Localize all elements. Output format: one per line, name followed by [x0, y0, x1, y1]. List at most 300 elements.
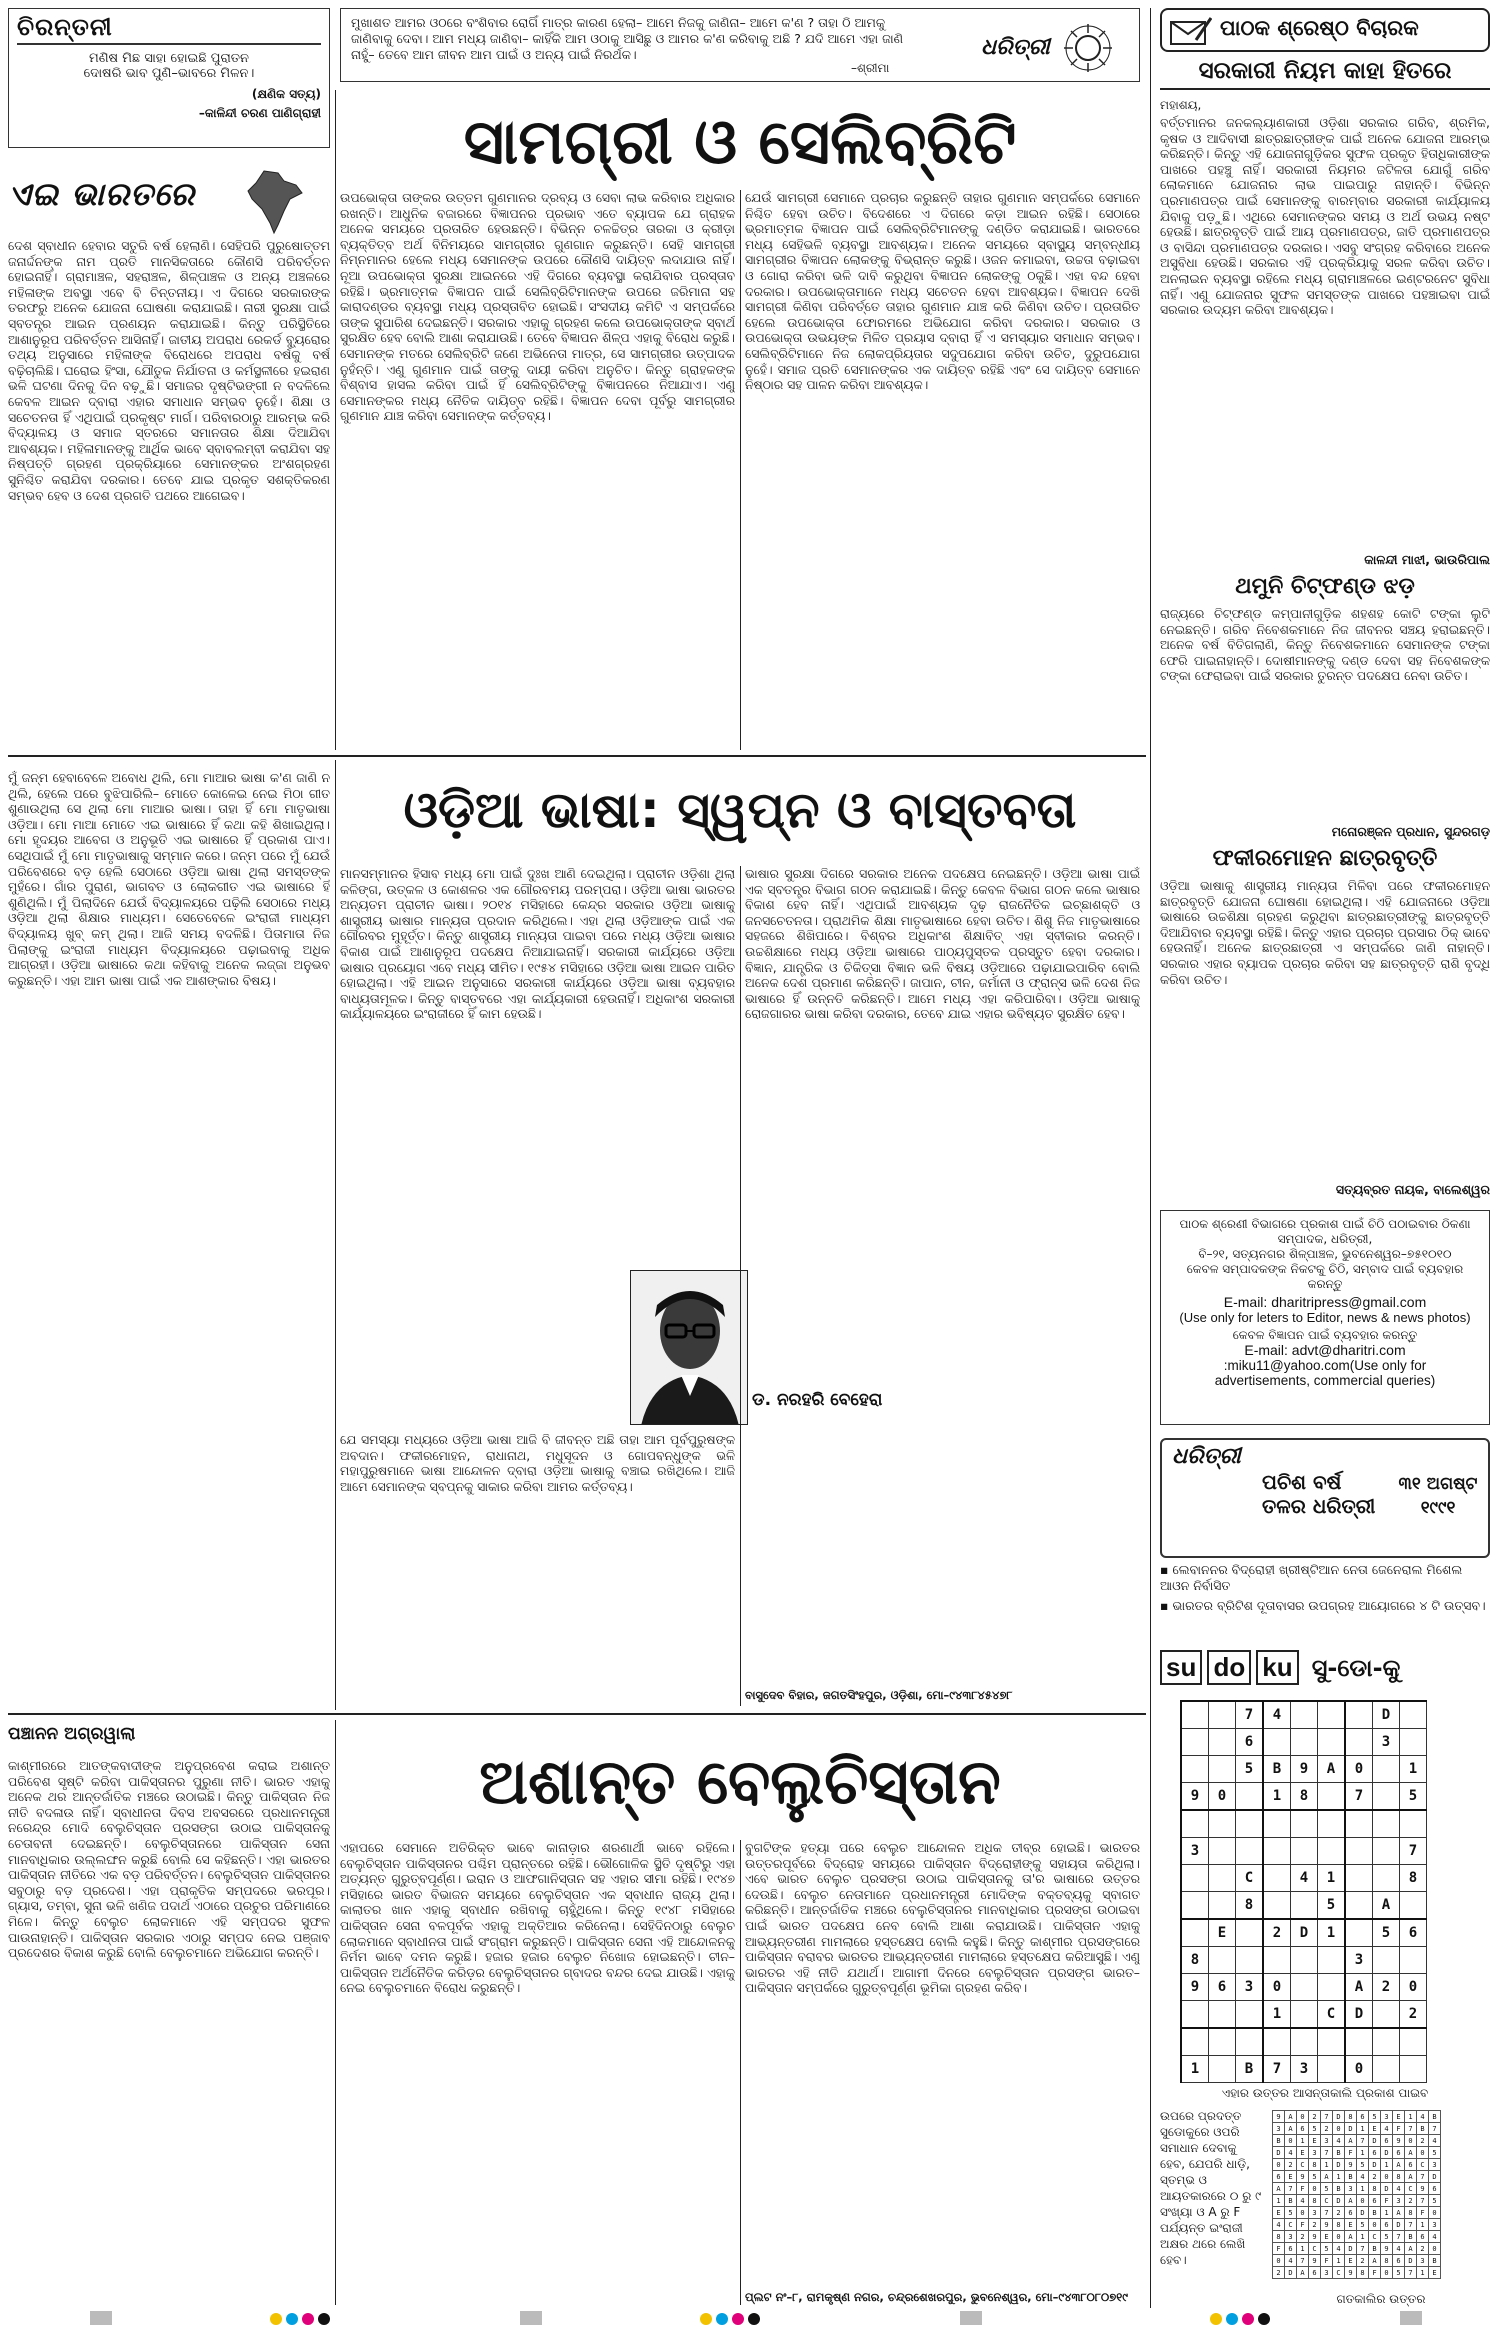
sudoku-answer-cell: 7 — [1417, 2171, 1429, 2183]
sudoku-answer-cell: E — [1369, 2123, 1381, 2135]
letter3-author: ସତ୍ୟବ୍ରତ ନାୟକ, ବାଲେଶ୍ୱର — [1335, 1182, 1490, 1197]
sudoku-cell: B — [1263, 1756, 1291, 1783]
sudoku-cell: 8 — [1181, 1947, 1209, 1974]
sudoku-row — [1181, 1865, 1427, 1892]
sudoku-cell: 9 — [1181, 1974, 1209, 2001]
print-strip-1 — [90, 2311, 112, 2325]
sudoku-answer-wrap — [1272, 2110, 1441, 2279]
sudoku-answer-cell: 1 — [1417, 2267, 1429, 2279]
sudoku-answer-cell: F — [1417, 2207, 1429, 2219]
sudoku-answer-row — [1273, 2183, 1441, 2195]
sudoku-answer-cell: B — [1333, 2147, 1345, 2159]
sudoku-answer-cell: 4 — [1393, 2183, 1405, 2195]
sudoku-cell — [1209, 1701, 1236, 1729]
sudoku-answer-cell: A — [1297, 2267, 1309, 2279]
sudoku-cell — [1209, 2028, 1236, 2056]
sudoku-row — [1181, 1892, 1427, 1920]
sudoku-cell — [1400, 2056, 1427, 2083]
quote-text: ମୁଖାଶତ ଆମର ଓଠରେ ବଂଶିବାର ରୋଗିଁ ମାତ୍ର କାରଣ ହେଲା– ଆମେ ନିଜକୁ ଜାଣିନା– ଆମେ କ'ଣ ? ତାହା ଠି ଆମକୁ ଜାଣିବାକୁ ଦେବା। ଆମ ମଧ୍ୟ ଜାଣିବା– କାହିଁକି ଆମ ଓଠାକୁ ଆସିଛୁ ଓ ଆମର କ'ଣ କରିବାକୁ ଅଛି ? ଯଦି ଆମେ ଏହା ଜାଣି ନାହୁଁ– ତେବେ ଆମ ଜୀବନ ଆମ ପାଇଁ ଓ ଅନ୍ୟ ପାଇଁ ନିରର୍ଥକ। — [351, 15, 904, 62]
sudoku-answer-cell: 0 — [1429, 2207, 1441, 2219]
sudoku-answer-cell: 3 — [1417, 2255, 1429, 2267]
sudoku-cell: 6 — [1209, 1974, 1236, 2001]
sudoku-cell — [1236, 1783, 1264, 1811]
sudoku-answer-cell: 0 — [1333, 2123, 1345, 2135]
sudoku-answer-cell: 4 — [1429, 2135, 1441, 2147]
sudoku-cell — [1209, 1947, 1236, 1974]
sudoku-cell: B — [1236, 2056, 1264, 2083]
sudoku-cell — [1373, 1947, 1400, 1974]
sudoku-answer-cell: 6 — [1369, 2195, 1381, 2207]
sudoku-cell — [1318, 1810, 1346, 1838]
sudoku-row — [1181, 1729, 1427, 1756]
sudoku-cell — [1181, 2001, 1209, 2029]
sudoku-cell: A — [1318, 1756, 1346, 1783]
sudoku-cell: C — [1236, 1865, 1264, 1892]
sudoku-cell — [1318, 1783, 1346, 1811]
sudoku-answer-cell: 6 — [1393, 2255, 1405, 2267]
contact-box — [1160, 1210, 1490, 1425]
sudoku-answer-cell: 0 — [1429, 2243, 1441, 2255]
sudoku-cell: 0 — [1400, 1974, 1427, 2001]
sudoku-cell: A — [1373, 1892, 1400, 1920]
sudoku-cell: A — [1345, 1974, 1373, 2001]
sudoku-answer-cell: 5 — [1369, 2111, 1381, 2123]
sudoku-answer-cell: 9 — [1321, 2219, 1333, 2231]
sudoku-answer-cell: 7 — [1393, 2231, 1405, 2243]
rule-main-a — [335, 760, 336, 1710]
sudoku-answer-cell: 6 — [1405, 2159, 1417, 2171]
sudoku-cell — [1263, 1865, 1291, 1892]
sudoku-answer-cell: E — [1285, 2171, 1297, 2183]
sudoku-cell: 0 — [1345, 1756, 1373, 1783]
sudoku-cell — [1181, 1810, 1209, 1838]
sudoku-answer-cell: 2 — [1417, 2243, 1429, 2255]
sudoku-cell: 5 — [1400, 1783, 1427, 1811]
letter2-body: ରାଜ୍ୟରେ ଚିଟ୍‌ଫଣ୍ଡ କମ୍ପାନୀଗୁଡ଼ିକ ଶହଶହ କୋଟି ଟଙ୍କା ଲୁଟି ନେଇଛନ୍ତି। ଗରିବ ନିବେଶକମାନେ ନିଜ ଜୀବନର ସଞ୍ଚୟ ହରାଇଛନ୍ତି। ଅନେକ ବର୍ଷ ବିତିଗଲାଣି, କିନ୍ତୁ ନିବେଶକମାନେ ସେମାନଙ୍କ ଟଙ୍କା ଫେରି ପାଇନାହାନ୍ତି। ଦୋଷୀମାନଙ୍କୁ ଦଣ୍ଡ ଦେବା ସହ ନିବେଶକଙ୍କ ଟଙ୍କା ଫେରାଇବା ପାଇଁ ସରକାର ତୁରନ୍ତ ପଦକ୍ଷେପ ନେବା ଉଚିତ। — [1160, 606, 1490, 684]
sudoku-cell: 1 — [1263, 1783, 1291, 1811]
sudoku-answer-cell: 4 — [1333, 2135, 1345, 2147]
sudoku-row — [1181, 2001, 1427, 2029]
retro-title: ପଚିଶ ବର୍ଷ ତଳର ଧରିତ୍ରୀ — [1262, 1470, 1376, 1518]
registration-dot — [748, 2313, 760, 2325]
sudoku-answer-cell: F — [1381, 2195, 1393, 2207]
reader-badge-text: ପାଠକ ଶ୍ରେଷ୍ଠ ବିଚାରକ — [1220, 16, 1419, 40]
sudoku-answer-cell: 0 — [1273, 2159, 1285, 2171]
sudoku-answer-cell: 5 — [1309, 2171, 1321, 2183]
sudoku-answer-cell: 8 — [1369, 2183, 1381, 2195]
sudoku-cell — [1263, 1810, 1291, 1838]
sudoku-answer-cell: 5 — [1321, 2243, 1333, 2255]
contact-email-yahoo-note: advertisements, commercial queries) — [1214, 1373, 1436, 1388]
sudoku-answer-row — [1273, 2171, 1441, 2183]
sudoku-answer-cell: 2 — [1369, 2171, 1381, 2183]
sudoku-answer-cell: 1 — [1357, 2123, 1369, 2135]
sudoku-answer-cell: 1 — [1405, 2111, 1417, 2123]
sudoku-cell — [1373, 1756, 1400, 1783]
sudoku-cell — [1373, 2056, 1400, 2083]
sudoku-answer-cell: F — [1297, 2183, 1309, 2195]
sudoku-answer-row — [1273, 2111, 1441, 2123]
sudoku-cell — [1181, 2028, 1209, 2056]
sudoku-cell: 1 — [1318, 1865, 1346, 1892]
rule-bottom-b — [740, 1840, 741, 2305]
author-photo — [630, 1270, 748, 1425]
registration-dot — [1210, 2313, 1222, 2325]
sudoku-answer-cell: D — [1393, 2219, 1405, 2231]
registration-dot — [302, 2313, 314, 2325]
author-portrait-icon — [631, 1271, 748, 1425]
sudoku-answer-cell: 9 — [1417, 2183, 1429, 2195]
sudoku-cell — [1291, 1810, 1318, 1838]
sudoku-cell — [1263, 2028, 1291, 2056]
sudoku-answer-cell: E — [1273, 2207, 1285, 2219]
sudoku-answer-cell: 2 — [1297, 2231, 1309, 2243]
sudoku-cell: 1 — [1318, 1919, 1346, 1947]
contact-mid: କେବଳ ବିଜ୍ଞାପନ ପାଇଁ ବ୍ୟବହାର କରନ୍ତୁ — [1232, 1328, 1418, 1342]
dharitri-logo: ଧରିତ୍ରୀ — [981, 35, 1050, 60]
author-name: ଡ. ନରହରି ବେହେରା — [752, 1390, 883, 1410]
sudoku-cell — [1291, 2028, 1318, 2056]
contact-email-yahoo[interactable]: :miku11@yahoo.com(Use only for — [1223, 1358, 1427, 1373]
sudoku-cell: 1 — [1400, 1756, 1427, 1783]
sun-emblem-icon — [1061, 21, 1115, 75]
sudoku-answer-cell: 1 — [1357, 2231, 1369, 2243]
contact-email-editor[interactable]: E-mail: dharitripress@gmail.com — [1223, 1294, 1427, 1310]
sudoku-cell — [1236, 1919, 1264, 1947]
sudoku-row — [1181, 1783, 1427, 1811]
sudoku-answer-cell: 7 — [1429, 2123, 1441, 2135]
sudoku-cell — [1318, 1701, 1346, 1729]
sudoku-cell — [1209, 2056, 1236, 2083]
sudoku-answer-cell: 9 — [1309, 2231, 1321, 2243]
sudoku-cell: 8 — [1236, 1892, 1264, 1920]
sudoku-answer-cell: 7 — [1321, 2207, 1333, 2219]
letter1-author: କାଳନ୍ଦୀ ମାଝୀ, ଭାଉରିପାଲ — [1364, 552, 1490, 567]
sudoku-cell — [1181, 1865, 1209, 1892]
sudoku-cell: 8 — [1400, 1865, 1427, 1892]
sudoku-cell — [1181, 1892, 1209, 1920]
sudoku-cell — [1181, 1701, 1209, 1729]
sudoku-answer-cell: C — [1417, 2159, 1429, 2171]
contact-line-3: ବି–୨୧, ସତ୍ୟନଗର ଶିଳ୍ପାଞ୍ଚଳ, ଭୁବନେଶ୍ୱର–୭୫୧୦୧୦ — [1198, 1247, 1452, 1261]
sudoku-answer-cell: D — [1429, 2171, 1441, 2183]
sudoku-answer-cell: 4 — [1357, 2171, 1369, 2183]
sudoku-answer-cell: F — [1273, 2243, 1285, 2255]
sudoku-answer-cell: 7 — [1357, 2135, 1369, 2147]
sudoku-answer-cell: 0 — [1417, 2147, 1429, 2159]
sudoku-answer-cell: 5 — [1381, 2231, 1393, 2243]
sudoku-answer-cell: 5 — [1393, 2267, 1405, 2279]
sudoku-answer-cell: F — [1345, 2147, 1357, 2159]
sudoku-cell — [1209, 1892, 1236, 1920]
sudoku-answer-cell: 6 — [1381, 2135, 1393, 2147]
sudoku-answer-cell: D — [1285, 2267, 1297, 2279]
sudoku-answer-cell: 4 — [1273, 2219, 1285, 2231]
sudoku-answer-cell: 9 — [1393, 2135, 1405, 2147]
sudoku-answer-cell: 2 — [1333, 2207, 1345, 2219]
sudoku-cell — [1373, 2001, 1400, 2029]
sudoku-answer-cell: A — [1285, 2123, 1297, 2135]
retro-logo: ଧରିତ୍ରୀ — [1172, 1444, 1241, 1469]
sudoku-cell — [1345, 1729, 1373, 1756]
sudoku-answer-cell: 0 — [1309, 2183, 1321, 2195]
sudoku-answer-row — [1273, 2219, 1441, 2231]
bottom-address: ପ୍ଲଟ ନଂ–୮, ରାମକୃଷ୍ଣ ନଗର, ଚନ୍ଦ୍ରଶେଖରପୁର, ଭୁବନେଶ୍ୱର, ମୋ–୯୪୩୮୦୮୦୭୧୯ — [745, 2290, 1128, 2304]
sudoku-cell — [1209, 2001, 1236, 2029]
sudoku-answer-cell: 0 — [1357, 2195, 1369, 2207]
print-strip-2 — [520, 2311, 542, 2325]
sudoku-cell: C — [1318, 2001, 1346, 2029]
sudoku-answer-cell: 8 — [1345, 2111, 1357, 2123]
sudoku-answer-cell: B — [1369, 2243, 1381, 2255]
article1-col2: ଉପଭୋକ୍ତା ତାଙ୍କର ଉତ୍ତମ ଗୁଣମାନର ଦ୍ରବ୍ୟ ଓ ସେବା ଲାଭ କରିବାର ଅଧିକାର ରଖନ୍ତି। ଆଧୁନିକ ବଜାରରେ ବିଜ୍ଞାପନର ପ୍ରଭାବ ଏତେ ବ୍ୟାପକ ଯେ ଗ୍ରାହକ ଅନେକ ସମୟରେ ପ୍ରତାରିତ ହେଉଛନ୍ତି। ବିଭିନ୍ନ ଚଳଚ୍ଚିତ୍ର ତାରକା ଓ କ୍ରୀଡ଼ା ବ୍ୟକ୍ତିତ୍ବ ଅର୍ଥ ବିନିମୟରେ ସାମଗ୍ରୀର ଗୁଣଗାନ କରୁଛନ୍ତି। ସେହି ସାମଗ୍ରୀ ନିମ୍ନମାନର ହେଲେ ମଧ୍ୟ ସେମାନଙ୍କ ଉପରେ କୌଣସି ଦାୟିତ୍ବ ଲଦାଯାଉ ନାହିଁ। ନୂଆ ଉପଭୋକ୍ତା ସୁରକ୍ଷା ଆଇନରେ ଏହି ଦିଗରେ ବ୍ୟବସ୍ଥା କରାଯିବାର ପ୍ରସ୍ତାବ ରହିଛି। ଭ୍ରମାତ୍ମକ ବିଜ୍ଞାପନ ପାଇଁ ସେଲିବ୍ରିଟିମାନଙ୍କ ଉପରେ ଜରିମାନା ସହ କାରାଦଣ୍ଡର ବ୍ୟବସ୍ଥା ମଧ୍ୟ ପ୍ରସ୍ତାବିତ ହୋଇଛି। ସଂସଦୀୟ କମିଟି ଏ ସମ୍ପର୍କରେ ତାଙ୍କ ସୁପାରିଶ ଦେଇଛନ୍ତି। ସରକାର ଏହାକୁ ଗ୍ରହଣ କଲେ ଉପଭୋକ୍ତାଙ୍କ ସ୍ବାର୍ଥ ସୁରକ୍ଷିତ ହେବ ବୋଲି ଆଶା କରାଯାଉଛି। ତେବେ ବିଜ୍ଞାପନ ଶିଳ୍ପ ଏହାକୁ ବିରୋଧ କରୁଛି। ସେମାନଙ୍କ ମତରେ ସେଲିବ୍ରିଟି ଜଣେ ଅଭିନେତା ମାତ୍ର, ସେ ସାମଗ୍ରୀର ଉତ୍ପାଦକ ନୁହଁନ୍ତି। ଏଣୁ ଗୁଣମାନ ପାଇଁ ତାଙ୍କୁ ଦାୟୀ କରିବା ଅନୁଚିତ। କିନ୍ତୁ ଗ୍ରାହକଙ୍କ ବିଶ୍ବାସ ହାସଲ କରିବା ପାଇଁ ହିଁ ସେଲିବ୍ରିଟିଙ୍କୁ ବିଜ୍ଞାପନରେ ନିଆଯାଏ। ଏଣୁ ସେମାନଙ୍କର ମଧ୍ୟ ନୈତିକ ଦାୟିତ୍ବ ରହିଛି। ବିଜ୍ଞାପନ ଦେବା ପୂର୍ବରୁ ସାମଗ୍ରୀର ଗୁଣମାନ ଯାଞ୍ଚ କରିବା ସେମାନଙ୍କ କର୍ତ୍ତବ୍ୟ। — [340, 190, 735, 424]
sudoku-answer-cell: 5 — [1309, 2123, 1321, 2135]
sudoku-answer-cell: C — [1285, 2219, 1297, 2231]
sudoku-answer-cell: 9 — [1381, 2243, 1393, 2255]
registration-dot — [732, 2313, 744, 2325]
sudoku-answer-cell: 6 — [1381, 2219, 1393, 2231]
sudoku-answer-cell: D — [1273, 2147, 1285, 2159]
sudoku-cell — [1263, 1729, 1291, 1756]
sudoku-cell — [1318, 1947, 1346, 1974]
letter1-title: ସରକାରୀ ନିୟମ କାହା ହିତରେ — [1160, 58, 1490, 90]
sudoku-answer-cell: 4 — [1285, 2147, 1297, 2159]
sudoku-answer-cell: 8 — [1405, 2207, 1417, 2219]
sudoku-answer-cell: 8 — [1309, 2159, 1321, 2171]
sudoku-answer-cell: 5 — [1357, 2159, 1369, 2171]
sudoku-answer-cell: 3 — [1273, 2123, 1285, 2135]
sudoku-answer-cell: B — [1333, 2183, 1345, 2195]
sudoku-cell: 7 — [1236, 1701, 1264, 1729]
rule-main-b — [740, 866, 741, 1706]
sudoku-cell — [1209, 1810, 1236, 1838]
sudoku-cell — [1291, 1947, 1318, 1974]
sudoku-answer-cell: 5 — [1285, 2207, 1297, 2219]
sudoku-answer-cell: C — [1309, 2243, 1321, 2255]
sudoku-answer-row — [1273, 2267, 1441, 2279]
sudoku-cell — [1236, 1838, 1264, 1865]
section-label — [8, 175, 330, 235]
sudoku-cell: 0 — [1209, 1783, 1236, 1811]
sudoku-answer-cell: 2 — [1405, 2195, 1417, 2207]
sudoku-answer-cell: F — [1297, 2219, 1309, 2231]
sudoku-answer-cell: B — [1429, 2255, 1441, 2267]
sudoku-answer-cell: 0 — [1297, 2207, 1309, 2219]
sudoku-answer-cell: 1 — [1357, 2147, 1369, 2159]
registration-dot — [270, 2313, 282, 2325]
sudoku-cell — [1318, 2056, 1346, 2083]
sudoku-cell: 3 — [1373, 1729, 1400, 1756]
main-article-col1: ମୁଁ ଜନ୍ମ ହେବାବେଳେ ଅବୋଧ ଥିଲି, ମୋ ମାଆର ଭାଷା କ'ଣ ଜାଣି ନ ଥିଲି, ହେଲେ ପରେ ବୁଝିପାରିଲି– ମୋତେ କୋଳେଇ ନେଇ ମିଠା ଗୀତ ଶୁଣାଉଥିଲା ସେ ଥିଲା ମୋ ମାଆର ଭାଷା। ତାହା ହିଁ ମୋ ମାତୃଭାଷା ଓଡ଼ିଆ। ମୋ ମାଆ ମୋତେ ଏଇ ଭାଷାରେ ହିଁ କଥା କହି ଶିଖାଇଥିଲା। ମୋ ହୃଦୟର ଆବେଗ ଓ ଅନୁଭୂତି ଏଇ ଭାଷାରେ ହିଁ ପ୍ରକାଶ ପାଏ। ସେଥିପାଇଁ ମୁଁ ମୋ ମାତୃଭାଷାକୁ ସମ୍ମାନ କରେ। ଜନ୍ମ ପରେ ମୁଁ ଯେଉଁ ପରିବେଶରେ ବଡ଼ ହେଲି ସେଠାରେ ଓଡ଼ିଆ ଭାଷା ଥିଲା ସମସ୍ତଙ୍କ ମୁହଁରେ। ଗାଁର ପୁରାଣ, ଭାଗବତ ଓ ଲୋକଗୀତ ଏଇ ଭାଷାରେ ହିଁ ଶୁଣିଥିଲି। ମୁଁ ପିଲାଦିନେ ଯେଉଁ ବିଦ୍ୟାଳୟରେ ପଢ଼ିଲି ସେଠାରେ ମଧ୍ୟ ଓଡ଼ିଆ ଥିଲା ଶିକ୍ଷାର ମାଧ୍ୟମ। ସେତେବେଳେ ଇଂରାଜୀ ମାଧ୍ୟମ ବିଦ୍ୟାଳୟ ଖୁବ୍ କମ୍ ଥିଲା। ଆଜି ସମୟ ବଦଳିଛି। ପିତାମାତା ନିଜ ପିଲାଙ୍କୁ ଇଂରାଜୀ ମାଧ୍ୟମ ବିଦ୍ୟାଳୟରେ ପଢ଼ାଇବାକୁ ଅଧିକ ଆଗ୍ରହୀ। ଓଡ଼ିଆ ଭାଷାରେ କଥା କହିବାକୁ ଅନେକ ଲଜ୍ଜା ଅନୁଭବ କରୁଛନ୍ତି। ଏହା ଆମ ଭାଷା ପାଇଁ ଏକ ଆଶଙ୍କାର ବିଷୟ। — [8, 770, 330, 988]
sudoku-answer-cell: 6 — [1273, 2171, 1285, 2183]
sudoku-answer-cell: A — [1273, 2183, 1285, 2195]
sudoku-answer-cell: 0 — [1369, 2219, 1381, 2231]
rule-main-bottom — [8, 1713, 1146, 1715]
sudoku-cell — [1400, 1729, 1427, 1756]
sudoku-cell: 7 — [1345, 1783, 1373, 1811]
sudoku-answer-cell: 8 — [1357, 2267, 1369, 2279]
sudoku-answer-cell: 7 — [1405, 2123, 1417, 2135]
sudoku-answer-cell: 7 — [1297, 2255, 1309, 2267]
sudoku-answer-cell: B — [1345, 2171, 1357, 2183]
sudoku-answer-cell: 3 — [1321, 2267, 1333, 2279]
sudoku-cell: E — [1209, 1919, 1236, 1947]
sudoku-cell — [1345, 2028, 1373, 2056]
sudoku-cell — [1345, 1919, 1373, 1947]
sudoku-cell: 6 — [1400, 1919, 1427, 1947]
sudoku-answer-cell: A — [1369, 2255, 1381, 2267]
main-article-col3: ଭାଷାର ସୁରକ୍ଷା ଦିଗରେ ସରକାର ଅନେକ ପଦକ୍ଷେପ ନେଇଛନ୍ତି। ଓଡ଼ିଆ ଭାଷା ପାଇଁ ଏକ ସ୍ବତନ୍ତ୍ର ବିଭାଗ ଗଠନ କରାଯାଇଛି। କିନ୍ତୁ କେବଳ ବିଭାଗ ଗଠନ କଲେ ଭାଷାର ବିକାଶ ହେବ ନାହିଁ। ଏଥିପାଇଁ ଆବଶ୍ୟକ ଦୃଢ଼ ରାଜନୈତିକ ଇଚ୍ଛାଶକ୍ତି ଓ ଜନସଚେତନତା। ପ୍ରାଥମିକ ଶିକ୍ଷା ମାତୃଭାଷାରେ ହେବା ଉଚିତ। ଶିଶୁ ନିଜ ମାତୃଭାଷାରେ ସହଜରେ ଶିଖିପାରେ। ବିଶ୍ବର ଅଧିକାଂଶ ଶିକ୍ଷାବିତ୍ ଏହା ସ୍ବୀକାର କରନ୍ତି। ଉଚ୍ଚଶିକ୍ଷାରେ ମଧ୍ୟ ଓଡ଼ିଆ ଭାଷାରେ ପାଠ୍ୟପୁସ୍ତକ ପ୍ରସ୍ତୁତ ହେବା ଦରକାର। ବିଜ୍ଞାନ, ଯାନ୍ତ୍ରିକ ଓ ଚିକିତ୍ସା ବିଜ୍ଞାନ ଭଳି ବିଷୟ ଓଡ଼ିଆରେ ପଢ଼ାଯାଇପାରିବ ବୋଲି ଅନେକ ଦେଶ ପ୍ରମାଣ କରିଛନ୍ତି। ଜାପାନ, ଚୀନ, ଜର୍ମାନୀ ଓ ଫ୍ରାନ୍ସ ଭଳି ଦେଶ ନିଜ ଭାଷାରେ ହିଁ ଉନ୍ନତି କରିଛନ୍ତି। ଆମେ ମଧ୍ୟ ଏହା କରିପାରିବା। ଓଡ଼ିଆ ଭାଷାକୁ ରୋଜଗାରର ଭାଷା କରିବା ଦରକାର, ତେବେ ଯାଇ ଏହାର ଭବିଷ୍ୟତ ସୁରକ୍ଷିତ ହେବ। — [745, 866, 1140, 1022]
sudoku-answer-cell: A — [1405, 2243, 1417, 2255]
sudoku-answer-cell: E — [1345, 2219, 1357, 2231]
sudoku-answer-cell: B — [1369, 2207, 1381, 2219]
article1-col1: ଦେଶ ସ୍ବାଧୀନ ହେବାର ସତୁରି ବର୍ଷ ହେଲାଣି। ସେହିପରି ପୁରୁଷୋତ୍ତମ ଜନାର୍ଦ୍ଦନଙ୍କ ନାମ ପ୍ରତି ମାନସିକତାରେ କୌଣସି ପରିବର୍ତ୍ତନ ହୋଇନାହିଁ। ଗ୍ରାମାଞ୍ଚଳ, ସହରାଞ୍ଚଳ, ଶିଳ୍ପାଞ୍ଚଳ ଓ ଅନ୍ୟ ଅଞ୍ଚଳରେ ମହିଳାଙ୍କ ଅବସ୍ଥା ଏବେ ବି ଚିନ୍ତନୀୟ। ଏ ଦିଗରେ ସରକାରଙ୍କ ତରଫରୁ ଅନେକ ଯୋଜନା ଘୋଷଣା କରାଯାଇଛି। ନାରୀ ସୁରକ୍ଷା ପାଇଁ ସ୍ବତନ୍ତ୍ର ଆଇନ ପ୍ରଣୟନ କରାଯାଇଛି। କିନ୍ତୁ ପରିସ୍ଥିତିରେ ଆଶାନୁରୂପ ପରିବର୍ତ୍ତନ ଆସିନାହିଁ। ଜାତୀୟ ଅପରାଧ ରେକର୍ଡ ବ୍ୟୁରୋର ତଥ୍ୟ ଅନୁସାରେ ମହିଳାଙ୍କ ବିରୋଧରେ ଅପରାଧ ବର୍ଷକୁ ବର୍ଷ ବଢ଼ିଚାଲିଛି। ଘରୋଇ ହିଂସା, ଯୌତୁକ ନିର୍ଯାତନା ଓ କର୍ମସ୍ଥଳୀରେ ହଇରାଣ ଭଳି ଘଟଣା ଦିନକୁ ଦିନ ବଢ଼ୁଛି। ସମାଜର ଦୃଷ୍ଟିଭଙ୍ଗୀ ନ ବଦଳିଲେ କେବଳ ଆଇନ ଦ୍ବାରା ଏହାର ସମାଧାନ ସମ୍ଭବ ନୁହେଁ। ଶିକ୍ଷା ଓ ସଚେତନତା ହିଁ ଏଥିପାଇଁ ପ୍ରକୃଷ୍ଟ ମାର୍ଗ। ପରିବାରଠାରୁ ଆରମ୍ଭ କରି ବିଦ୍ୟାଳୟ ଓ ସମାଜ ସ୍ତରରେ ସମାନତାର ଶିକ୍ଷା ଦିଆଯିବା ଆବଶ୍ୟକ। ମହିଳାମାନଙ୍କୁ ଆର୍ଥିକ ଭାବେ ସ୍ବାବଲମ୍ବୀ କରାଯିବା ସହ ନିଷ୍ପତ୍ତି ଗ୍ରହଣ ପ୍ରକ୍ରିୟାରେ ସେମାନଙ୍କର ଅଂଶଗ୍ରହଣ ସୁନିଶ୍ଚିତ କରାଯିବା ଦରକାର। ତେବେ ଯାଇ ପ୍ରକୃତ ସଶକ୍ତିକରଣ ସମ୍ଭବ ହେବ ଓ ଦେଶ ପ୍ରଗତି ପଥରେ ଆଗେଇବ। — [8, 238, 330, 503]
retro-item-2-text: ଭାରତର ବ୍ରିଟିଶ ଦୂତାବାସର ଉପଗ୍ରହ ଆୟୋଗରେ ୪ ଟି ଉତ୍ସବ। — [1172, 1598, 1486, 1613]
contact-email-advt[interactable]: E-mail: advt@dharitri.com — [1244, 1342, 1406, 1358]
sudoku-answer-cell: 9 — [1345, 2267, 1357, 2279]
sudoku-answer-cell: 2 — [1417, 2135, 1429, 2147]
sudoku-answer-cell: B — [1429, 2111, 1441, 2123]
main-article-col2: ମାନସମ୍ମାନର ହିସାବ ମଧ୍ୟ ମୋ ପାଇଁ ଦୁଃଖ ଆଣି ଦେଇଥିଲା। ପ୍ରାଚୀନ ଓଡ଼ିଶା ଥିଲା କଳିଙ୍ଗ, ଉତ୍କଳ ଓ କୋଶଳର ଏକ ଗୌରବମୟ ପରମ୍ପରା। ଓଡ଼ିଆ ଭାଷା ଭାରତର ଅନ୍ୟତମ ପ୍ରାଚୀନ ଭାଷା। ୨୦୧୪ ମସିହାରେ କେନ୍ଦ୍ର ସରକାର ଓଡ଼ିଆ ଭାଷାକୁ ଶାସ୍ତ୍ରୀୟ ଭାଷାର ମାନ୍ୟତା ପ୍ରଦାନ କରିଥିଲେ। ଏହା ଥିଲା ଓଡ଼ିଆଙ୍କ ପାଇଁ ଏକ ଗୌରବର ମୁହୂର୍ତ୍ତ। କିନ୍ତୁ ଶାସ୍ତ୍ରୀୟ ମାନ୍ୟତା ପାଇବା ପରେ ମଧ୍ୟ ଓଡ଼ିଆ ଭାଷାର ବିକାଶ ପାଇଁ ଆଶାନୁରୂପ ପଦକ୍ଷେପ ନିଆଯାଇନାହିଁ। ସରକାରୀ କାର୍ଯ୍ୟରେ ଓଡ଼ିଆ ଭାଷାର ପ୍ରୟୋଗ ଏବେ ମଧ୍ୟ ସୀମିତ। ୧୯୫୪ ମସିହାରେ ଓଡ଼ିଆ ଭାଷା ଆଇନ ପାରିତ ହୋଇଥିଲା। ଏହି ଆଇନ ଅନୁସାରେ ସରକାରୀ କାର୍ଯ୍ୟରେ ଓଡ଼ିଆ ଭାଷା ବ୍ୟବହାର ବାଧ୍ୟତାମୂଳକ। କିନ୍ତୁ ବାସ୍ତବରେ ଏହା କାର୍ଯ୍ୟକାରୀ ହେଉନାହିଁ। ଅଧିକାଂଶ ସରକାରୀ କାର୍ଯ୍ୟାଳୟରେ ଇଂରାଜୀରେ ହିଁ କାମ ହେଉଛି। — [340, 866, 735, 1022]
sudoku-answer-cell: 3 — [1321, 2135, 1333, 2147]
sudoku-answer-cell: 1 — [1333, 2171, 1345, 2183]
sudoku-cell — [1291, 2001, 1318, 2029]
sudoku-title-ku: ku — [1256, 1650, 1298, 1685]
india-map-icon — [244, 169, 306, 235]
sudoku-answer-cell: 0 — [1297, 2111, 1309, 2123]
sudoku-answer-label: ଗତକାଲିର ଉତ୍ତର — [1336, 2292, 1426, 2306]
sudoku-answer-cell: 7 — [1417, 2195, 1429, 2207]
registration-dot — [1226, 2313, 1238, 2325]
sudoku-cell: 3 — [1236, 1974, 1264, 2001]
sudoku-cell: 2 — [1373, 1974, 1400, 2001]
registration-dot — [318, 2313, 330, 2325]
sudoku-instruction: ଏହାର ଉତ୍ତର ଆସନ୍ତାକାଲି ପ୍ରକାଶ ପାଇବ — [1221, 2086, 1429, 2100]
sudoku-answer-cell: 1 — [1357, 2183, 1369, 2195]
sudoku-grid-wrap — [1180, 1700, 1427, 2083]
sudoku-answer-row — [1273, 2135, 1441, 2147]
sudoku-cell: 6 — [1236, 1729, 1264, 1756]
sudoku-answer-cell: 2 — [1309, 2111, 1321, 2123]
registration-dot — [716, 2313, 728, 2325]
sudoku-header — [1160, 1650, 1490, 1690]
sudoku-answer-cell: 6 — [1285, 2243, 1297, 2255]
sudoku-answer-cell: 1 — [1273, 2195, 1285, 2207]
sudoku-answer-cell: C — [1333, 2267, 1345, 2279]
main-article-col2-cont: ଯେ ସମସ୍ୟା ମଧ୍ୟରେ ଓଡ଼ିଆ ଭାଷା ଆଜି ବି ଜୀବନ୍ତ ଅଛି ତାହା ଆମ ପୂର୍ବପୁରୁଷଙ୍କ ଅବଦାନ। ଫକୀରମୋହନ, ରାଧାନାଥ, ମଧୁସୂଦନ ଓ ଗୋପବନ୍ଧୁଙ୍କ ଭଳି ମହାପୁରୁଷମାନେ ଭାଷା ଆନ୍ଦୋଳନ ଦ୍ବାରା ଓଡ଼ିଆ ଭାଷାକୁ ବଞ୍ଚାଇ ରଖିଥିଲେ। ଆଜି ଆମେ ସେମାନଙ୍କ ସ୍ବପ୍ନକୁ ସାକାର କରିବା ଆମର କର୍ତ୍ତବ୍ୟ। — [340, 1432, 735, 1494]
contact-line-2: ସମ୍ପାଦକ, ଧରିତ୍ରୀ, — [1277, 1232, 1373, 1246]
sudoku-answer-cell: C — [1321, 2195, 1333, 2207]
quote-box — [340, 8, 1140, 82]
bottom-col1: କାଶ୍ମୀରରେ ଆତଙ୍କବାଦୀଙ୍କ ଅନୁପ୍ରବେଶ କରାଇ ଅଶାନ୍ତ ପରିବେଶ ସୃଷ୍ଟି କରିବା ପାକିସ୍ତାନର ପୁରୁଣା ନୀତି। ଭାରତ ଏହାକୁ ଅନେକ ଥର ଆନ୍ତର୍ଜାତିକ ମଞ୍ଚରେ ଉଠାଇଛି। କିନ୍ତୁ ପାକିସ୍ତାନ ନିଜ ନୀତି ବଦଳାଉ ନାହିଁ। ସ୍ବାଧୀନତା ଦିବସ ଅବସରରେ ପ୍ରଧାନମନ୍ତ୍ରୀ ନରେନ୍ଦ୍ର ମୋଦି ବେଲୁଚିସ୍ତାନ ପ୍ରସଙ୍ଗ ଉଠାଇ ପାକିସ୍ତାନକୁ ଚେତାବନୀ ଦେଇଛନ୍ତି। ବେଲୁଚିସ୍ତାନରେ ପାକିସ୍ତାନ ସେନା ମାନବାଧିକାର ଉଲ୍ଲଙ୍ଘନ କରୁଛି ବୋଲି ସେ କହିଛନ୍ତି। ଏହା ଭାରତର ପାକିସ୍ତାନ ନୀତିରେ ଏକ ବଡ଼ ପରିବର୍ତ୍ତନ। ବେଲୁଚିସ୍ତାନ ପାକିସ୍ତାନର ସବୁଠାରୁ ବଡ଼ ପ୍ରଦେଶ। ଏହା ପ୍ରାକୃତିକ ସମ୍ପଦରେ ଭରପୂର। ଗ୍ୟାସ, ତମ୍ବା, ସୁନା ଭଳି ଖଣିଜ ପଦାର୍ଥ ଏଠାରେ ପ୍ରଚୁର ପରିମାଣରେ ମିଳେ। କିନ୍ତୁ ବେଲୁଚ ଲୋକମାନେ ଏହି ସମ୍ପଦର ସୁଫଳ ପାଉନାହାନ୍ତି। ପାକିସ୍ତାନ ସରକାର ଏଠାରୁ ସମ୍ପଦ ନେଇ ପଞ୍ଜାବ ପ୍ରଦେଶର ବିକାଶ କରୁଛି ବୋଲି ବେଲୁଚମାନେ ଅଭିଯୋଗ କରନ୍ତି। — [8, 1758, 330, 1961]
bottom-headline: ଅଶାନ୍ତ ବେଲୁଚିସ୍ତାନ — [479, 1745, 1001, 1818]
sudoku-answer-cell: 2 — [1285, 2159, 1297, 2171]
sudoku-answer-grid — [1272, 2110, 1441, 2279]
sudoku-answer-cell: 4 — [1297, 2195, 1309, 2207]
sudoku-cell: 3 — [1345, 1947, 1373, 1974]
sudoku-answer-cell: B — [1273, 2135, 1285, 2147]
sudoku-title-do: do — [1207, 1650, 1251, 1685]
sudoku-answer-cell: B — [1417, 2123, 1429, 2135]
sudoku-cell — [1181, 1756, 1209, 1783]
letter1-body: ବର୍ତ୍ତମାନର ଜନକଲ୍ୟାଣକାରୀ ଓଡ଼ିଶା ସରକାର ଗରିବ, ଶ୍ରମିକ, କୃଷକ ଓ ଆଦିବାସୀ ଛାତ୍ରଛାତ୍ରୀଙ୍କ ପାଇଁ ଅନେକ ଯୋଜନା ଆରମ୍ଭ କରିଛନ୍ତି। କିନ୍ତୁ ଏହି ଯୋଜନାଗୁଡ଼ିକର ସୁଫଳ ପ୍ରକୃତ ହିତାଧିକାରୀଙ୍କ ପାଖରେ ପହଞ୍ଚୁ ନାହିଁ। ସରକାରୀ ନିୟମର ଜଟିଳତା ଯୋଗୁଁ ଗରିବ ଲୋକମାନେ ଯୋଜନାର ଲାଭ ପାଇପାରୁ ନାହାନ୍ତି। ବିଭିନ୍ନ ପ୍ରମାଣପତ୍ର ପାଇଁ ସେମାନଙ୍କୁ ବାରମ୍ବାର ସରକାରୀ କାର୍ଯ୍ୟାଳୟ ଯିବାକୁ ପଡ଼ୁଛି। ଏଥିରେ ସେମାନଙ୍କର ସମୟ ଓ ଅର୍ଥ ଉଭୟ ନଷ୍ଟ ହେଉଛି। ଛାତ୍ରବୃତ୍ତି ପାଇଁ ଆୟ ପ୍ରମାଣପତ୍ର, ଜାତି ପ୍ରମାଣପତ୍ର ଓ ବାସିନ୍ଦା ପ୍ରମାଣପତ୍ର ଦରକାର। ଏସବୁ ସଂଗ୍ରହ କରିବାରେ ଅନେକ ଅସୁବିଧା ହେଉଛି। ସରକାର ଏହି ପ୍ରକ୍ରିୟାକୁ ସରଳ କରିବା ଉଚିତ। ଅନଲାଇନ ବ୍ୟବସ୍ଥା ରହିଲେ ମଧ୍ୟ ଗ୍ରାମାଞ୍ଚଳରେ ଇଣ୍ଟରନେଟ ସୁବିଧା ନାହିଁ। ଏଣୁ ଯୋଜନାର ସୁଫଳ ସମସ୍ତଙ୍କ ପାଖରେ ପହଞ୍ଚାଇବା ପାଇଁ ସରକାର ଉଦ୍ୟମ କରିବା ଆବଶ୍ୟକ। — [1160, 115, 1490, 318]
sudoku-answer-cell: 9 — [1297, 2171, 1309, 2183]
sudoku-cell — [1373, 1865, 1400, 1892]
sudoku-answer-cell: 6 — [1393, 2147, 1405, 2159]
sudoku-answer-cell: 4 — [1381, 2123, 1393, 2135]
sudoku-answer-cell: 7 — [1285, 2183, 1297, 2195]
sudoku-answer-cell: E — [1429, 2267, 1441, 2279]
letter2-title: ଥମୁନି ଚିଟ୍‌ଫଣ୍ଡ ଝଡ଼ — [1235, 574, 1415, 599]
registration-dot — [1242, 2313, 1254, 2325]
sudoku-cell: D — [1373, 1701, 1400, 1729]
sudoku-answer-cell: C — [1405, 2183, 1417, 2195]
sudoku-answer-cell: 9 — [1273, 2111, 1285, 2123]
sudoku-cell — [1345, 1701, 1373, 1729]
rule-col-b — [740, 190, 741, 750]
sudoku-answer-cell: D — [1405, 2255, 1417, 2267]
sudoku-cell — [1318, 1729, 1346, 1756]
sudoku-answer-cell: B — [1285, 2195, 1297, 2207]
letter1-salutation: ମହାଶୟ, — [1160, 98, 1202, 112]
sudoku-cell: 9 — [1181, 1783, 1209, 1811]
sudoku-answer-cell: 6 — [1369, 2147, 1381, 2159]
sudoku-cell: D — [1291, 1919, 1318, 1947]
sudoku-answer-cell: E — [1345, 2255, 1357, 2267]
sudoku-answer-cell: 5 — [1321, 2183, 1333, 2195]
sudoku-cell — [1400, 2028, 1427, 2056]
sudoku-title-su: su — [1160, 1650, 1202, 1685]
sudoku-answer-cell: 0 — [1381, 2171, 1393, 2183]
retro-box — [1160, 1438, 1490, 1558]
quote-author: –ଶ୍ରୀମା — [851, 61, 890, 75]
letter2-author: ମନୋରଞ୍ଜନ ପ୍ରଧାନ, ସୁନ୍ଦରଗଡ଼ — [1331, 824, 1490, 839]
sudoku-answer-cell: D — [1345, 2123, 1357, 2135]
sudoku-answer-cell: 3 — [1393, 2195, 1405, 2207]
sudoku-answer-cell: 4 — [1429, 2231, 1441, 2243]
sudoku-cell — [1318, 2028, 1346, 2056]
chirantani-author: –କାଳିନ୍ଦୀ ଚରଣ ପାଣିଗ୍ରାହୀ — [198, 106, 321, 120]
chirantani-box — [8, 8, 330, 148]
sudoku-answer-cell: 4 — [1333, 2243, 1345, 2255]
registration-dot — [700, 2313, 712, 2325]
sudoku-answer-cell: 0 — [1273, 2255, 1285, 2267]
sudoku-answer-cell: 2 — [1309, 2219, 1321, 2231]
sudoku-cell — [1263, 1838, 1291, 1865]
sudoku-answer-cell: C — [1369, 2231, 1381, 2243]
sudoku-answer-cell: 3 — [1285, 2231, 1297, 2243]
sudoku-row — [1181, 1756, 1427, 1783]
sudoku-answer-cell: C — [1297, 2159, 1309, 2171]
sudoku-cell: 1 — [1263, 2001, 1291, 2029]
sudoku-row — [1181, 1838, 1427, 1865]
sudoku-answer-cell: 6 — [1345, 2207, 1357, 2219]
sudoku-cell — [1209, 1756, 1236, 1783]
sudoku-answer-cell: 1 — [1321, 2159, 1333, 2171]
sudoku-answer-row — [1273, 2159, 1441, 2171]
sudoku-cell — [1181, 1919, 1209, 1947]
sudoku-answer-cell: 7 — [1405, 2219, 1417, 2231]
sudoku-answer-cell: B — [1405, 2231, 1417, 2243]
letter3-body: ଓଡ଼ିଆ ଭାଷାକୁ ଶାସ୍ତ୍ରୀୟ ମାନ୍ୟତା ମିଳିବା ପରେ ଫକୀରମୋହନ ଛାତ୍ରବୃତ୍ତି ଯୋଜନା ଘୋଷଣା ହୋଇଥିଲା। ଏହି ଯୋଜନାରେ ଓଡ଼ିଆ ଭାଷାରେ ଉଚ୍ଚଶିକ୍ଷା ଗ୍ରହଣ କରୁଥିବା ଛାତ୍ରଛାତ୍ରୀଙ୍କୁ ଛାତ୍ରବୃତ୍ତି ଦିଆଯିବାର ବ୍ୟବସ୍ଥା ରହିଛି। କିନ୍ତୁ ଏହାର ପ୍ରଚାର ପ୍ରସାର ଠିକ୍ ଭାବେ ହେଉନାହିଁ। ଅନେକ ଛାତ୍ରଛାତ୍ରୀ ଏ ସମ୍ପର୍କରେ ଜାଣି ନାହାନ୍ତି। ସରକାର ଏହାର ବ୍ୟାପକ ପ୍ରଚାର କରିବା ସହ ଛାତ୍ରବୃତ୍ତି ରାଶି ବୃଦ୍ଧି କରିବା ଉଚିତ। — [1160, 878, 1490, 987]
sudoku-answer-cell: 3 — [1429, 2159, 1441, 2171]
sudoku-answer-cell: 4 — [1285, 2255, 1297, 2267]
sudoku-row — [1181, 1810, 1427, 1838]
rule-bottom-a — [335, 1720, 336, 2305]
sudoku-cell — [1181, 1729, 1209, 1756]
letter3-title: ଫକୀରମୋହନ ଛାତ୍ରବୃତ୍ତି — [1212, 846, 1438, 871]
sudoku-cell — [1209, 1838, 1236, 1865]
